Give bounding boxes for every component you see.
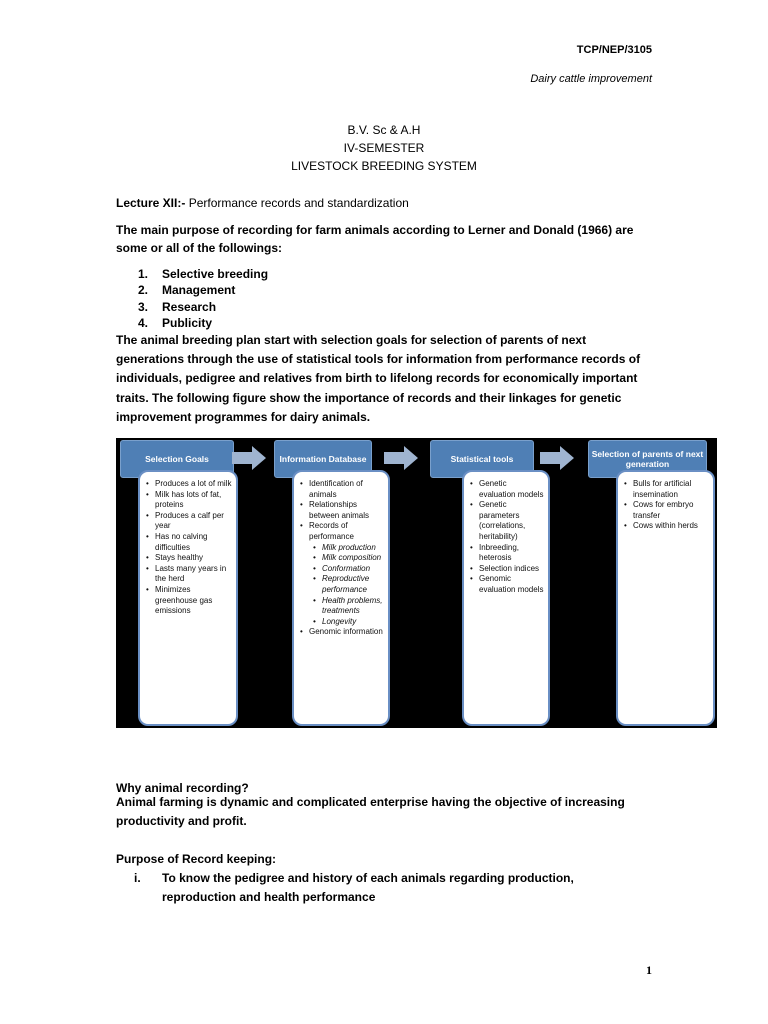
why-recording-heading: Why animal recording? [116,781,249,795]
document-code: TCP/NEP/3105 [576,44,652,56]
record-item-text: To know the pedigree and history of each animals regarding production, reproduction and health performance [162,871,574,904]
figure-list-item: • Selection indices [470,564,544,575]
figure-list-item: • Stays healthy [146,553,232,564]
list-item [134,869,654,907]
figure-box-selection-goals [138,470,238,726]
figure-list-item: • Genomic evaluation models [470,574,544,595]
figure-list-item: • Has no calving difficulties [146,532,232,553]
figure-list-item: • Relationships between animals [300,500,384,521]
records-linkage-figure [116,438,717,728]
lecture-label: Lecture XII:- [116,196,186,210]
course-title: LIVESTOCK BREEDING SYSTEM [291,159,477,173]
flow-arrow-icon [540,446,574,470]
lecture-title: Performance records and standardization [188,196,409,210]
document-subject: Dairy cattle improvement [530,73,652,85]
figure-list-item: • Reproductive performance [300,574,384,595]
lecture-heading [116,194,656,212]
figure-box-information-database [292,470,390,726]
figure-list-item: • Cows within herds [624,521,709,532]
flow-arrow-icon [384,446,418,470]
record-keeping-heading: Purpose of Record keeping: [116,852,277,866]
breeding-plan-paragraph: The animal breeding plan start with selection goals for selection of parents of next generations through the use of statistical tools for information from performance records of individuals, pedigree and relatives from birth to lifelong records for economically important traits. The following figure show the importance of records and their linkages for genetic improvement programmes for dairy animals. [116,333,641,424]
figure-list-item: • Identification of animals [300,479,384,500]
record-item-number: i. [134,871,141,885]
semester-title: IV-SEMESTER [343,141,425,155]
figure-list-item: • Lasts many years in the herd [146,564,232,585]
list-item: 4. Publicity [138,315,213,330]
figure-list-item: • Longevity [300,617,384,628]
figure-list-item: • Produces a lot of milk [146,479,232,490]
figure-list-item: • Records of performance [300,521,384,542]
figure-header-information-database: Information Database [274,440,372,478]
list-item: 2. Management [138,283,236,298]
list-item: 3. Research [138,299,217,314]
figure-list-item: • Produces a calf per year [146,511,232,532]
figure-list-item: • Genetic parameters (correlations, heritability) [470,500,544,542]
figure-list-item: • Health problems, treatments [300,596,384,617]
degree-title: B.V. Sc & A.H [347,123,421,137]
figure-box-selection-of-parents [616,470,715,726]
figure-list-item: • Bulls for artificial insemination [624,479,709,500]
figure-list-item: • Conformation [300,564,384,575]
purpose-list [138,266,268,331]
page-number: 1 [646,963,652,977]
figure-list-item: • Minimizes greenhouse gas emissions [146,585,232,617]
figure-list-item: • Milk composition [300,553,384,564]
figure-header-selection-of-parents: Selection of parents of next generation [588,440,707,478]
flow-arrow-icon [232,446,266,470]
figure-header-selection-goals: Selection Goals [120,440,234,478]
figure-list-item: • Genomic information [300,627,384,638]
title-block [0,121,768,175]
figure-list-item: • Milk has lots of fat, proteins [146,490,232,511]
figure-list-item: • Milk production [300,543,384,554]
purpose-intro: The main purpose of recording for farm animals according to Lerner and Donald (1966) are some or all of the followings: [116,223,634,255]
figure-list-item: • Cows for embryo transfer [624,500,709,521]
figure-list-item: • Inbreeding, heterosis [470,543,544,564]
figure-box-statistical-tools [462,470,550,726]
figure-list-item: • Genetic evaluation models [470,479,544,500]
list-item: 1. Selective breeding [138,267,269,281]
why-recording-text: Animal farming is dynamic and complicated enterprise having the objective of increasing productivity and profit. [116,795,625,828]
figure-header-statistical-tools: Statistical tools [430,440,534,478]
